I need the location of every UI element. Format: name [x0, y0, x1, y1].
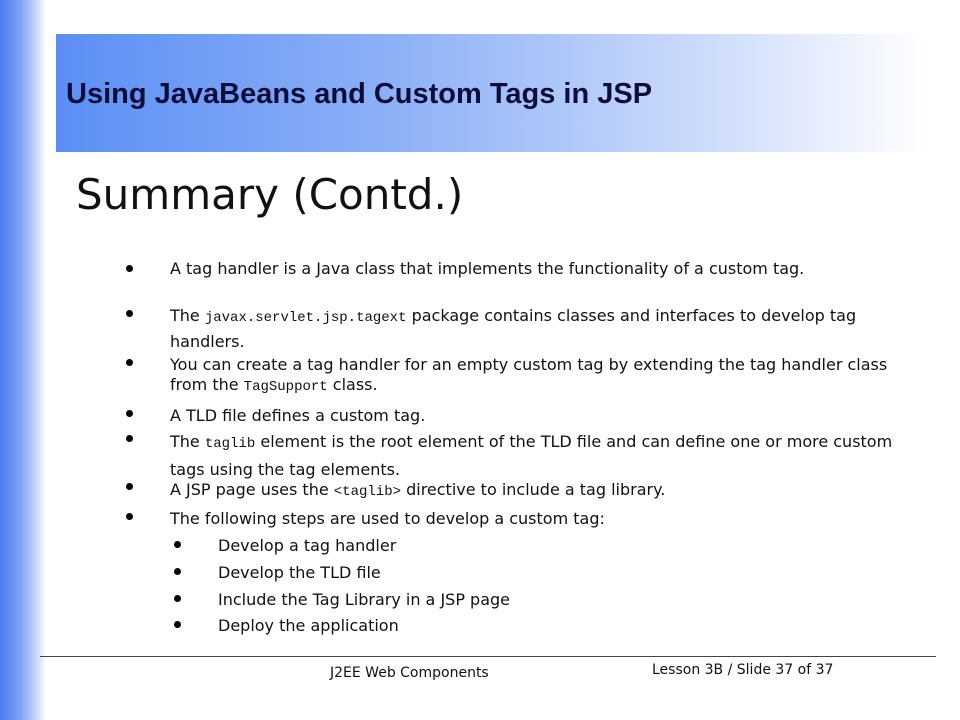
bullet-item	[170, 257, 890, 281]
bullet-text: A tag handler is a Java class that implements the functionality of a custom tag.	[170, 259, 805, 278]
header-title: Using JavaBeans and Custom Tags in JSP	[66, 78, 653, 110]
sub-bullet-dot-icon	[174, 595, 181, 602]
bullet-text-post: class.	[327, 375, 378, 394]
code-javax-servlet-jsp-tagext: javax.servlet.jsp.tagext	[204, 310, 407, 326]
bullet-dot-icon	[126, 310, 133, 317]
slide-title: Summary (Contd.)	[76, 170, 464, 219]
bullet-item	[170, 507, 900, 531]
bullet-item	[170, 429, 900, 482]
bullet-text-pre: A JSP page uses the	[170, 480, 334, 499]
sub-bullet-dot-icon	[174, 621, 181, 628]
bullet-dot-icon	[126, 513, 133, 520]
sub-bullet-dot-icon	[174, 541, 181, 548]
sub-bullet-text: Include the Tag Library in a JSP page	[218, 590, 511, 609]
bullet-text-post: directive to include a tag library.	[401, 480, 666, 499]
sub-bullet-text: Develop a tag handler	[218, 536, 397, 555]
bullet-item	[170, 304, 900, 354]
bullet-text: The following steps are used to develop a custom tag:	[170, 509, 605, 528]
footer-slide-number: Lesson 3B / Slide 37 of 37	[652, 662, 834, 678]
code-taglib-directive: <taglib>	[333, 484, 401, 500]
sub-bullet-text: Deploy the application	[218, 616, 399, 635]
bullet-dot-icon	[126, 410, 133, 417]
sub-bullet-item	[218, 561, 818, 585]
bullet-item	[170, 404, 890, 428]
bullet-item	[170, 478, 900, 504]
sub-bullet-item	[218, 588, 818, 612]
bullet-dot-icon	[126, 359, 133, 366]
bullet-text-pre: You can create a tag handler for an empty custom tag by extending the tag handler class from the	[170, 355, 888, 394]
bullet-dot-icon	[126, 483, 133, 490]
footer-course-title: J2EE Web Components	[330, 665, 489, 681]
bullet-text-pre: The	[170, 306, 205, 325]
bullet-dot-icon	[126, 435, 133, 442]
bullet-text: A TLD file defines a custom tag.	[170, 406, 426, 425]
bullet-text-post: package contains classes and interfaces to develop tag handlers.	[170, 306, 857, 351]
bullet-text-pre: The	[170, 432, 205, 451]
bullet-text-post: element is the root element of the TLD file and can define one or more custom tags using the tag elements.	[170, 432, 893, 479]
sub-bullet-item	[218, 614, 818, 638]
sub-bullet-item	[218, 534, 818, 558]
code-tagsupport: TagSupport	[243, 379, 328, 395]
bullet-dot-icon	[126, 265, 133, 272]
sub-bullet-dot-icon	[174, 568, 181, 575]
sub-bullet-text: Develop the TLD file	[218, 563, 381, 582]
footer-divider	[40, 656, 936, 657]
bullet-item	[170, 355, 900, 397]
code-taglib: taglib	[204, 436, 256, 452]
